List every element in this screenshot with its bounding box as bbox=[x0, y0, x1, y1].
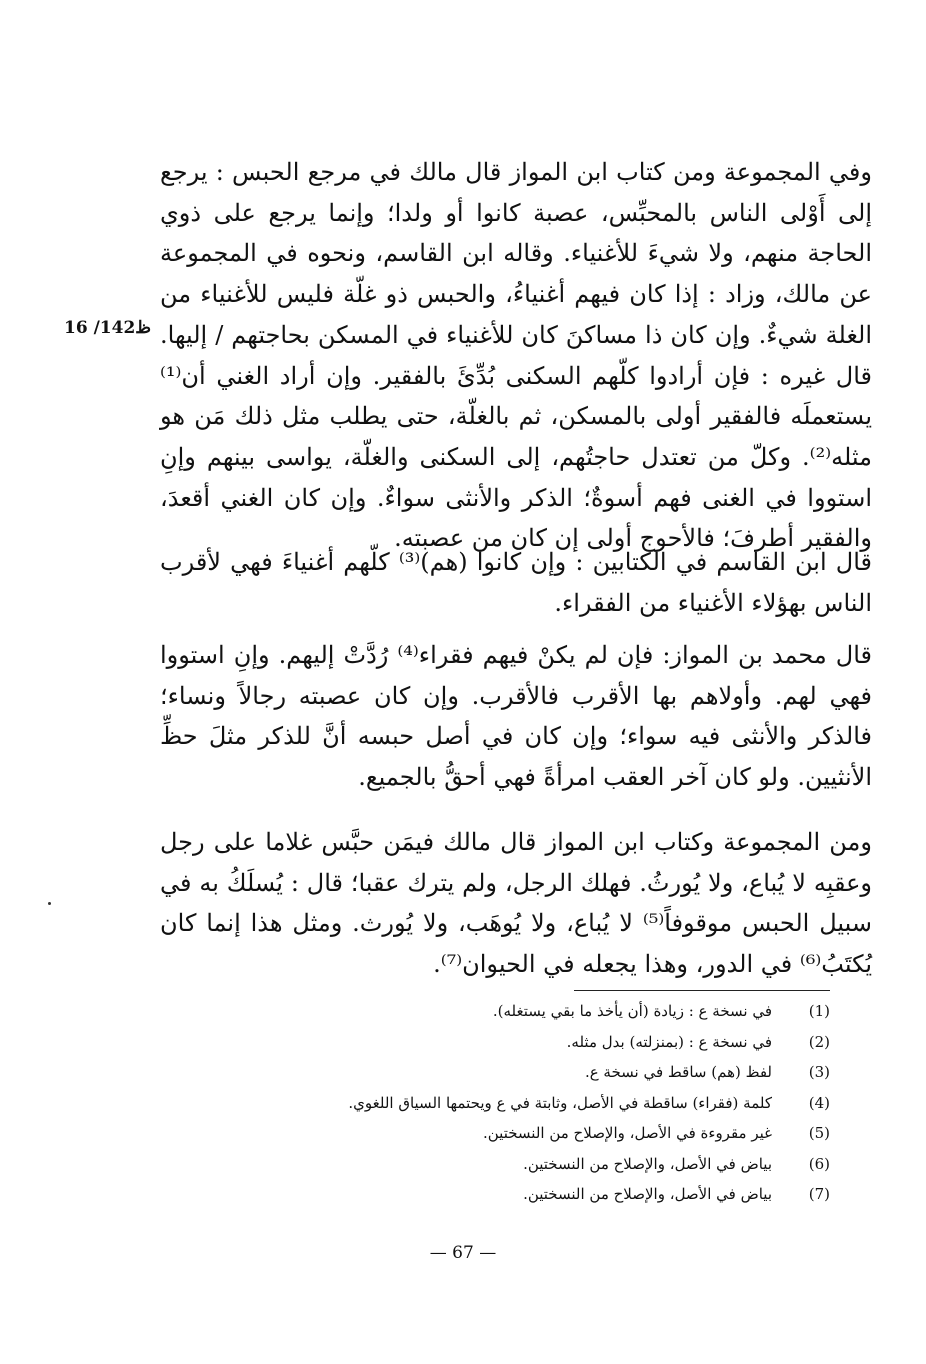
footnote-number: (2) bbox=[808, 1032, 830, 1051]
footnote-number: (1) bbox=[808, 1002, 830, 1020]
paragraph-3: قال محمد بن المواز: فإن لم يكنْ فيهم فقراء⁽⁴⁾ رُدَّتْ إليهم. وإنِ استووا فهي لهم. وأولاهم بها الأقرب فالأقرب. وإن كان عصبته رجالاً ونساء؛ فالذكر والأنثى فيه سواء؛ وإن كان في أصل حبسه أنَّ للذكر مثلَ حظِّ الأنثيين. ولو كان آخر العقب امرأةً فهي أحقُّ بالجميع. bbox=[160, 641, 872, 792]
footnote-number: (7) bbox=[808, 1185, 830, 1203]
footnote-item bbox=[300, 1027, 830, 1058]
footnote-item bbox=[300, 1088, 830, 1119]
footnote-item bbox=[300, 1118, 830, 1149]
footnote-text: في نسخة ع : (بمنزلته) بدل مثله. bbox=[566, 1032, 772, 1051]
paragraph-4: ومن المجموعة وكتاب ابن المواز قال مالك فيمَن حبَّس غلاما على رجل وعقبِه لا يُباع، ولا يُورثُ. فهلك الرجل، ولم يترك عقبا؛ قال : يُسلَكُ به في سبيل الحبس موقوفاً⁽⁵⁾ لا يُباع، ولا يُوهَب، ولا يُورث. ومثل هذا إنما كان يُكتَبُ⁽⁶⁾ في الدور، وهذا يجعله في الحيوان⁽⁷⁾. bbox=[160, 828, 873, 979]
footnote-text: لفظ (هم) ساقط في نسخة ع. bbox=[584, 1063, 772, 1081]
footnote-item bbox=[300, 996, 830, 1027]
footnote-item bbox=[300, 1179, 830, 1210]
folio-margin-reference: 16 /142ظ bbox=[64, 318, 152, 338]
scan-speck bbox=[48, 902, 51, 905]
footnote-number: (3) bbox=[808, 1063, 830, 1081]
footnote-text: بياض في الأصل، والإصلاح من النسختين. bbox=[523, 1185, 772, 1203]
paragraph-2: قال ابن القاسم في الكتابين : وإن كانوا (هم)⁽³⁾ كلّهم أغنياءَ فهي لأقرب الناس بهؤلاء الأغنياء من الفقراء. bbox=[160, 548, 873, 617]
footnote-item bbox=[300, 1149, 830, 1180]
footnote-divider bbox=[574, 990, 830, 991]
footnote-number: (5) bbox=[808, 1124, 830, 1142]
footnote-text: كلمة (فقراء) ساقطة في الأصل، وثابتة في ع ويحتمها السياق اللغوي. bbox=[348, 1093, 772, 1112]
footnotes bbox=[300, 996, 830, 1210]
footnote-number: (4) bbox=[808, 1093, 830, 1112]
footnote-item bbox=[300, 1057, 830, 1088]
page-number: — 67 — bbox=[429, 1243, 497, 1263]
footnote-text: في نسخة ع : زيادة (أن يأخذ ما بقي يستغله). bbox=[492, 1002, 772, 1020]
paragraph-1: وفي المجموعة ومن كتاب ابن المواز قال مالك في مرجع الحبس : يرجع إلى أَوْلى الناس بالمحبِّس، عصبة كانوا أو ولدا؛ وإنما يرجع على ذوي الحاجة منهم، ولا شيءَ للأغنياء. وقاله ابن القاسم، ونحوه في المجموعة عن مالك، وزاد : إذا كان فيهم أغنياءُ، والحبس ذو غلّة فليس للأغنياء من الغلة شيءٌ. وإن كان ذا مساكنَ كان للأغنياء في المسكن بحاجتهم / إليها. قال غيره : فإن أرادوا كلّهم السكنى بُدِّئَ بالفقير. وإن أراد الغني أن⁽¹⁾ يستعملَه فالفقير أولى بالمسكن، ثم بالغلّة، حتى يطلب مثل ذلك مَن هو مثله⁽²⁾. وكلّ من تعتدل حاجتُهم، إلى السكنى والغلّة، يواسى بينهم وإنِ استووا في الغنى فهم أسوةٌ؛ الذكر والأنثى سواءٌ. وإن كان الغني أقعدَ، والفقير أطرفَ؛ فالأحوج أولى إن كان من عصبته. bbox=[160, 158, 873, 553]
footnote-number: (6) bbox=[808, 1154, 830, 1173]
footnote-text: بياض في الأصل، والإصلاح من النسختين. bbox=[523, 1154, 772, 1173]
footnote-text: غير مقروءة في الأصل، والإصلاح من النسختين. bbox=[483, 1124, 772, 1142]
